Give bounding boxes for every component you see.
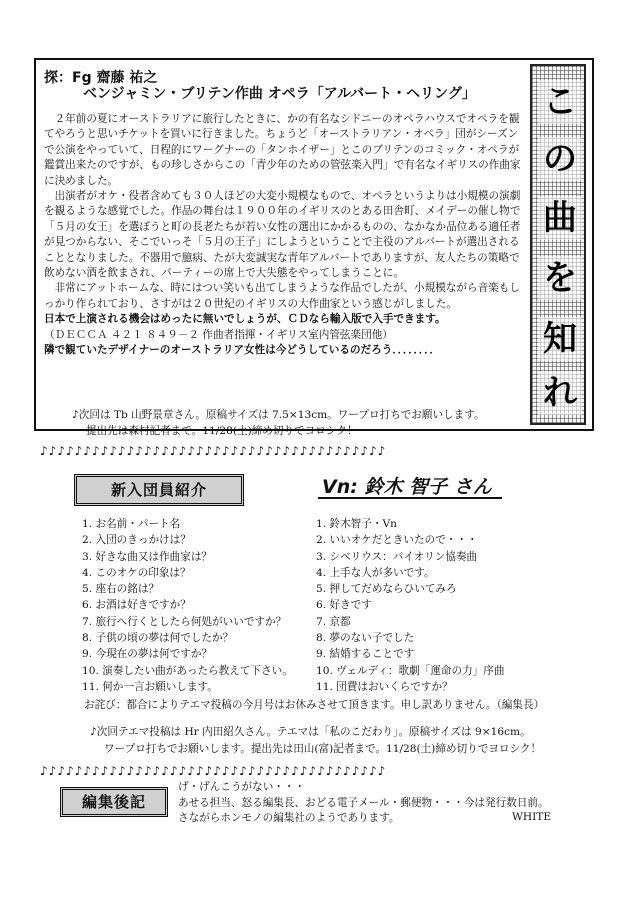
next-theme-note xyxy=(90,724,541,757)
question-item: 7. 旅行へ行くとしたら何処がいいですか？ xyxy=(82,615,287,628)
next-submission-note xyxy=(72,408,485,439)
article-paragraph: 出演者がオケ・役者含めても３０人ほどの大変小規模なもので、オペラというよりは小規模の演劇を観るような感覚でした。作品の舞台は１９００年のイギリスのとある田舎町、メイデーの催し物で「５月の女王」を選ぼうと町の長老たちが若い女性の選出にかかるものの、なかなか品位ある適任者が見つからない、そこでいっそ「５月の王子」にしようということで主役のアルバートが選出されることとなりました。不器用で臆病、たが大変誠実な青年アルバートでありますが、友人たちの策略で飲めない酒を飲まされ、パーティーの席上で大失態をやってしまうことに。 xyxy=(44,190,521,280)
article-title: ベンジャミン・ブリテン作曲 オペラ「アルバート・ヘリング」 xyxy=(83,86,476,102)
music-note-divider: ♪♪♪♪♪♪♪♪♪♪♪♪♪♪♪♪♪♪♪♪♪♪♪♪♪♪♪♪♪♪♪♪♪♪♪♪♪♪♪♪ xyxy=(40,764,387,778)
article-closing: 隣で観ていたデザイナーのオーストラリア女性は今どうしているのだろう．．．．．．．． xyxy=(44,344,440,357)
question-item: 6. お酒は好きですか？ xyxy=(82,599,191,612)
answer-item: 6. 好きです xyxy=(316,599,372,612)
answer-item: 4. 上手な人が多いです。 xyxy=(316,566,435,579)
music-note-divider: ♪♪♪♪♪♪♪♪♪♪♪♪♪♪♪♪♪♪♪♪♪♪♪♪♪♪♪♪♪♪♪♪♪♪♪♪♪♪♪♪ xyxy=(40,444,387,458)
question-item: 3. 好きな曲又は作曲家は？ xyxy=(82,550,213,563)
new-member-name: Vn: 鈴木 智子 さん xyxy=(322,476,492,498)
editor-postscript-line: げ・げんこうがない・・・ xyxy=(178,781,306,793)
question-item: 4. このオケの印象は？ xyxy=(82,566,191,579)
article-body xyxy=(44,112,526,359)
article-paragraph: 非常にアットホームな、時にはつい笑いも出てしまうような作品でしたが、小規模ながら音楽もしっかり作られており、さすがは２０世紀のイギリスの大作曲家という感じがしました。 xyxy=(44,282,520,310)
answer-item: 1. 鈴木智子・Vn xyxy=(316,518,397,530)
side-title-char: を xyxy=(538,256,582,300)
editor-postscript-badge: 編集後記 xyxy=(60,787,168,817)
editor-postscript-text xyxy=(178,780,552,827)
side-title-char: 知 xyxy=(538,317,582,361)
apology-note: お詫び：都合によりテエマ投稿の今月号はお休みさせて頂きます。申し訳ありません。（編集長） xyxy=(84,699,545,711)
answer-item: 7. 京都 xyxy=(316,615,351,628)
new-member-badge: 新入団員紹介 xyxy=(74,474,244,506)
question-item: 11. 何か一言お願いします。 xyxy=(82,680,218,693)
editor-postscript-line: あせる担当、怒る編集長、おどる電子メール・郵便物・・・今は発行数日前。 xyxy=(178,796,549,809)
next-submission-line: ♪次回は Tb 山野景章さん。原稿サイズは 7.5×13cm。ワープロ打ちでお願いします。 xyxy=(72,409,485,421)
answer-item: 5. 押してだめならひいてみろ xyxy=(316,583,457,596)
question-item: 9. 今現在の夢は何ですか？ xyxy=(82,648,213,661)
answer-item: 11. 団費はおいくらですか？ xyxy=(316,680,453,693)
answer-item: 8. 夢のない子でした xyxy=(316,632,415,645)
question-item: 10. 演奏したい曲があったら教えて下さい。 xyxy=(82,664,293,677)
next-theme-line: ワープロ打ちでお願いします。提出先は田山(富)記者まで。11/28(土)締め切りでヨロシク！ xyxy=(104,742,542,755)
side-title-char: れ xyxy=(538,371,582,415)
article-author: 探：Fg 齋藤 祐之 xyxy=(44,70,158,86)
editor-postscript-line: さながらホンモノの編集社のようであります。 xyxy=(178,812,400,824)
question-item: 2. 入団のきっかけは？ xyxy=(82,534,191,547)
answer-item: 2. いいオケだときいたので・・・ xyxy=(316,534,478,547)
answer-item: 3. シベリウス：バイオリン協奏曲 xyxy=(316,550,478,563)
name-underline xyxy=(318,497,502,499)
answer-item: 10. ヴェルディ：歌劇「運命の力」序曲 xyxy=(316,664,505,677)
question-item: 8. 子供の頃の夢は何でしたか？ xyxy=(82,632,234,645)
next-submission-line: 提出先は森村記者まで。11/28(土)締め切りでヨロシク！ xyxy=(86,424,358,437)
article-paragraph: ２年前の夏にオーストラリアに旅行したときに、かの有名なシドニーのオペラハウスでオペラを観てやろうと思いチケットを買いに行きました。ちょうど「オーストラリアン・オペラ」団がシーズンで公演をやっていて、日程的にワーグナーの「タンホイザー」とこのブリテンのコミック・オペラが鑑賞出来たのですが、もの珍しさからこの「青少年のための管弦楽入門」で有名なイギリスの作曲家に決めました。 xyxy=(44,113,521,187)
article-cd-note: 日本で上演される機会はめったに無いでしょうが、ＣＤなら輸入版で入手できます。 xyxy=(44,313,446,326)
answer-item: 9. 結婚することです xyxy=(316,648,415,661)
side-title-char: の xyxy=(538,137,582,181)
side-title-panel xyxy=(530,64,586,425)
side-title-char: 曲 xyxy=(538,196,582,240)
question-list xyxy=(82,516,293,695)
question-item: 5. 座右の銘は？ xyxy=(82,583,160,596)
answer-list xyxy=(316,516,504,695)
question-item: 1. お名前・パート名 xyxy=(82,518,181,530)
article-cd-number: （ＤＥＣＣＡ ４２１ ８４９－２ 作曲者指揮・イギリス室内管弦楽団他） xyxy=(44,328,393,341)
editor-signature: WHITE xyxy=(512,811,552,823)
side-title-char: こ xyxy=(538,80,582,124)
next-theme-line: ♪次回テエマ投稿は Hr 内田紹久さん。テエマは「私のこだわり」。原稿サイズは 9×16cm。 xyxy=(90,726,531,738)
